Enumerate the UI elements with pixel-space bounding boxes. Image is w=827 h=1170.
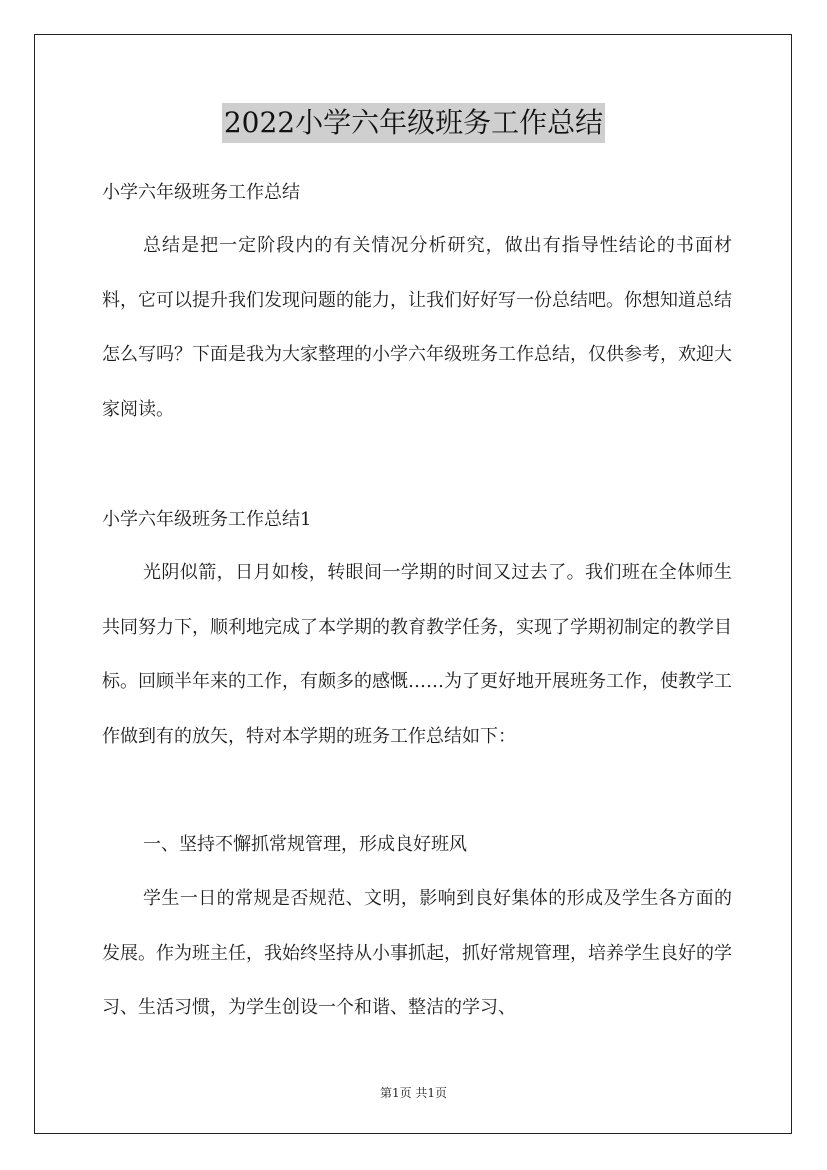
section-heading: 小学六年级班务工作总结1 [102,509,312,530]
body-paragraph-2: 学生一日的常规是否规范、文明，影响到良好集体的形成及学生各方面的发展。作为班主任，我始终坚持从小事抓起，抓好常规管理，培养学生良好的学习、生活习惯，为学生创设一个和谐、整洁的学习、 [102,888,732,1018]
body-paragraph: 光阴似箭，日月如梭，转眼间一学期的时间又过去了。我们班在全体师生共同努力下，顺利地完成了本学期的教育教学任务，实现了学期初制定的教学目标。回顾半年来的工作，有颇多的感慨……为了更好地开展班务工作，使教学工作做到有的放矢，特对本学期的班务工作总结如下： [102,562,732,747]
point-heading: 一、坚持不懈抓常规管理，形成良好班风 [143,834,467,855]
subtitle: 小学六年级班务工作总结 [102,182,300,203]
page-footer: 第1页 共1页 [379,1086,448,1100]
document-title: 2022小学六年级班务工作总结 [222,103,605,143]
title-container [0,103,827,143]
intro-paragraph: 总结是把一定阶段内的有关情况分析研究，做出有指导性结论的书面材料，它可以提升我们发现问题的能力，让我们好好写一份总结吧。你想知道总结怎么写吗？下面是我为大家整理的小学六年级班务工作总结，仅供参考，欢迎大家阅读。 [102,235,732,420]
